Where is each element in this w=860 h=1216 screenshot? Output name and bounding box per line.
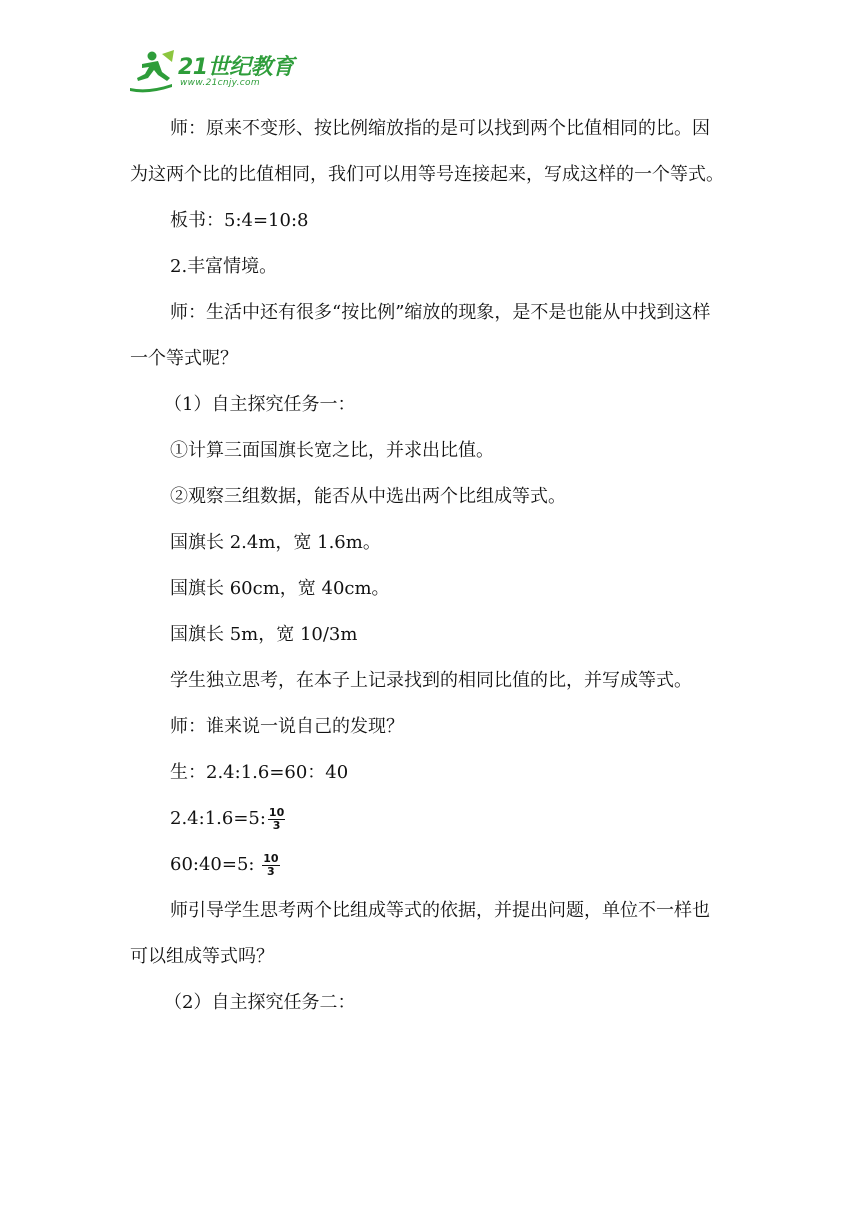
runner-logo-icon [128, 48, 178, 96]
equation-prefix: 2.4:1.6=5: [170, 808, 266, 829]
fraction [268, 807, 285, 832]
paragraph: 学生独立思考，在本子上记录找到的相同比值的比，并写成等式。 [170, 670, 692, 691]
paragraph: （2）自主探究任务二： [164, 992, 356, 1013]
paragraph: 生：2.4:1.6=60：40 [170, 762, 349, 783]
document-body [130, 106, 725, 1026]
logo [128, 48, 318, 96]
paragraph: （1）自主探究任务一： [164, 394, 356, 415]
fraction-numerator: 10 [268, 805, 285, 819]
paragraph: ①计算三面国旗长宽之比，并求出比值。 [170, 440, 494, 461]
paragraph: 师：原来不变形、按比例缩放指的是可以找到两个比值相同的比。因为这两个比的比值相同，我们可以用等号连接起来，写成这样的一个等式。 [130, 118, 724, 185]
fraction-denominator: 3 [272, 818, 281, 832]
paragraph: 国旗长 2.4m，宽 1.6m。 [170, 532, 381, 553]
paragraph: 2.丰富情境。 [170, 256, 278, 277]
paragraph: 师：谁来说一说自己的发现？ [170, 716, 404, 737]
equation [130, 796, 725, 842]
paragraph: 师：生活中还有很多“按比例”缩放的现象，是不是也能从中找到这样一个等式呢？ [130, 302, 711, 369]
paragraph: 板书：5:4=10:8 [170, 210, 309, 231]
paragraph: 国旗长 5m，宽 10/3m [170, 624, 358, 645]
fraction-numerator: 10 [263, 851, 279, 865]
equation [130, 842, 725, 888]
fraction-denominator: 3 [267, 864, 275, 878]
fraction [262, 853, 279, 878]
equation-prefix: 60:40=5: [170, 854, 261, 875]
paragraph: 师引导学生思考两个比组成等式的依据，并提出问题，单位不一样也可以组成等式吗？ [130, 900, 710, 967]
paragraph: 国旗长 60cm，宽 40cm。 [170, 578, 390, 599]
paragraph: ②观察三组数据，能否从中选出两个比组成等式。 [170, 486, 566, 507]
logo-text: 21世纪教育 [178, 55, 294, 80]
logo-url: www.21cnjy.com [180, 78, 260, 88]
